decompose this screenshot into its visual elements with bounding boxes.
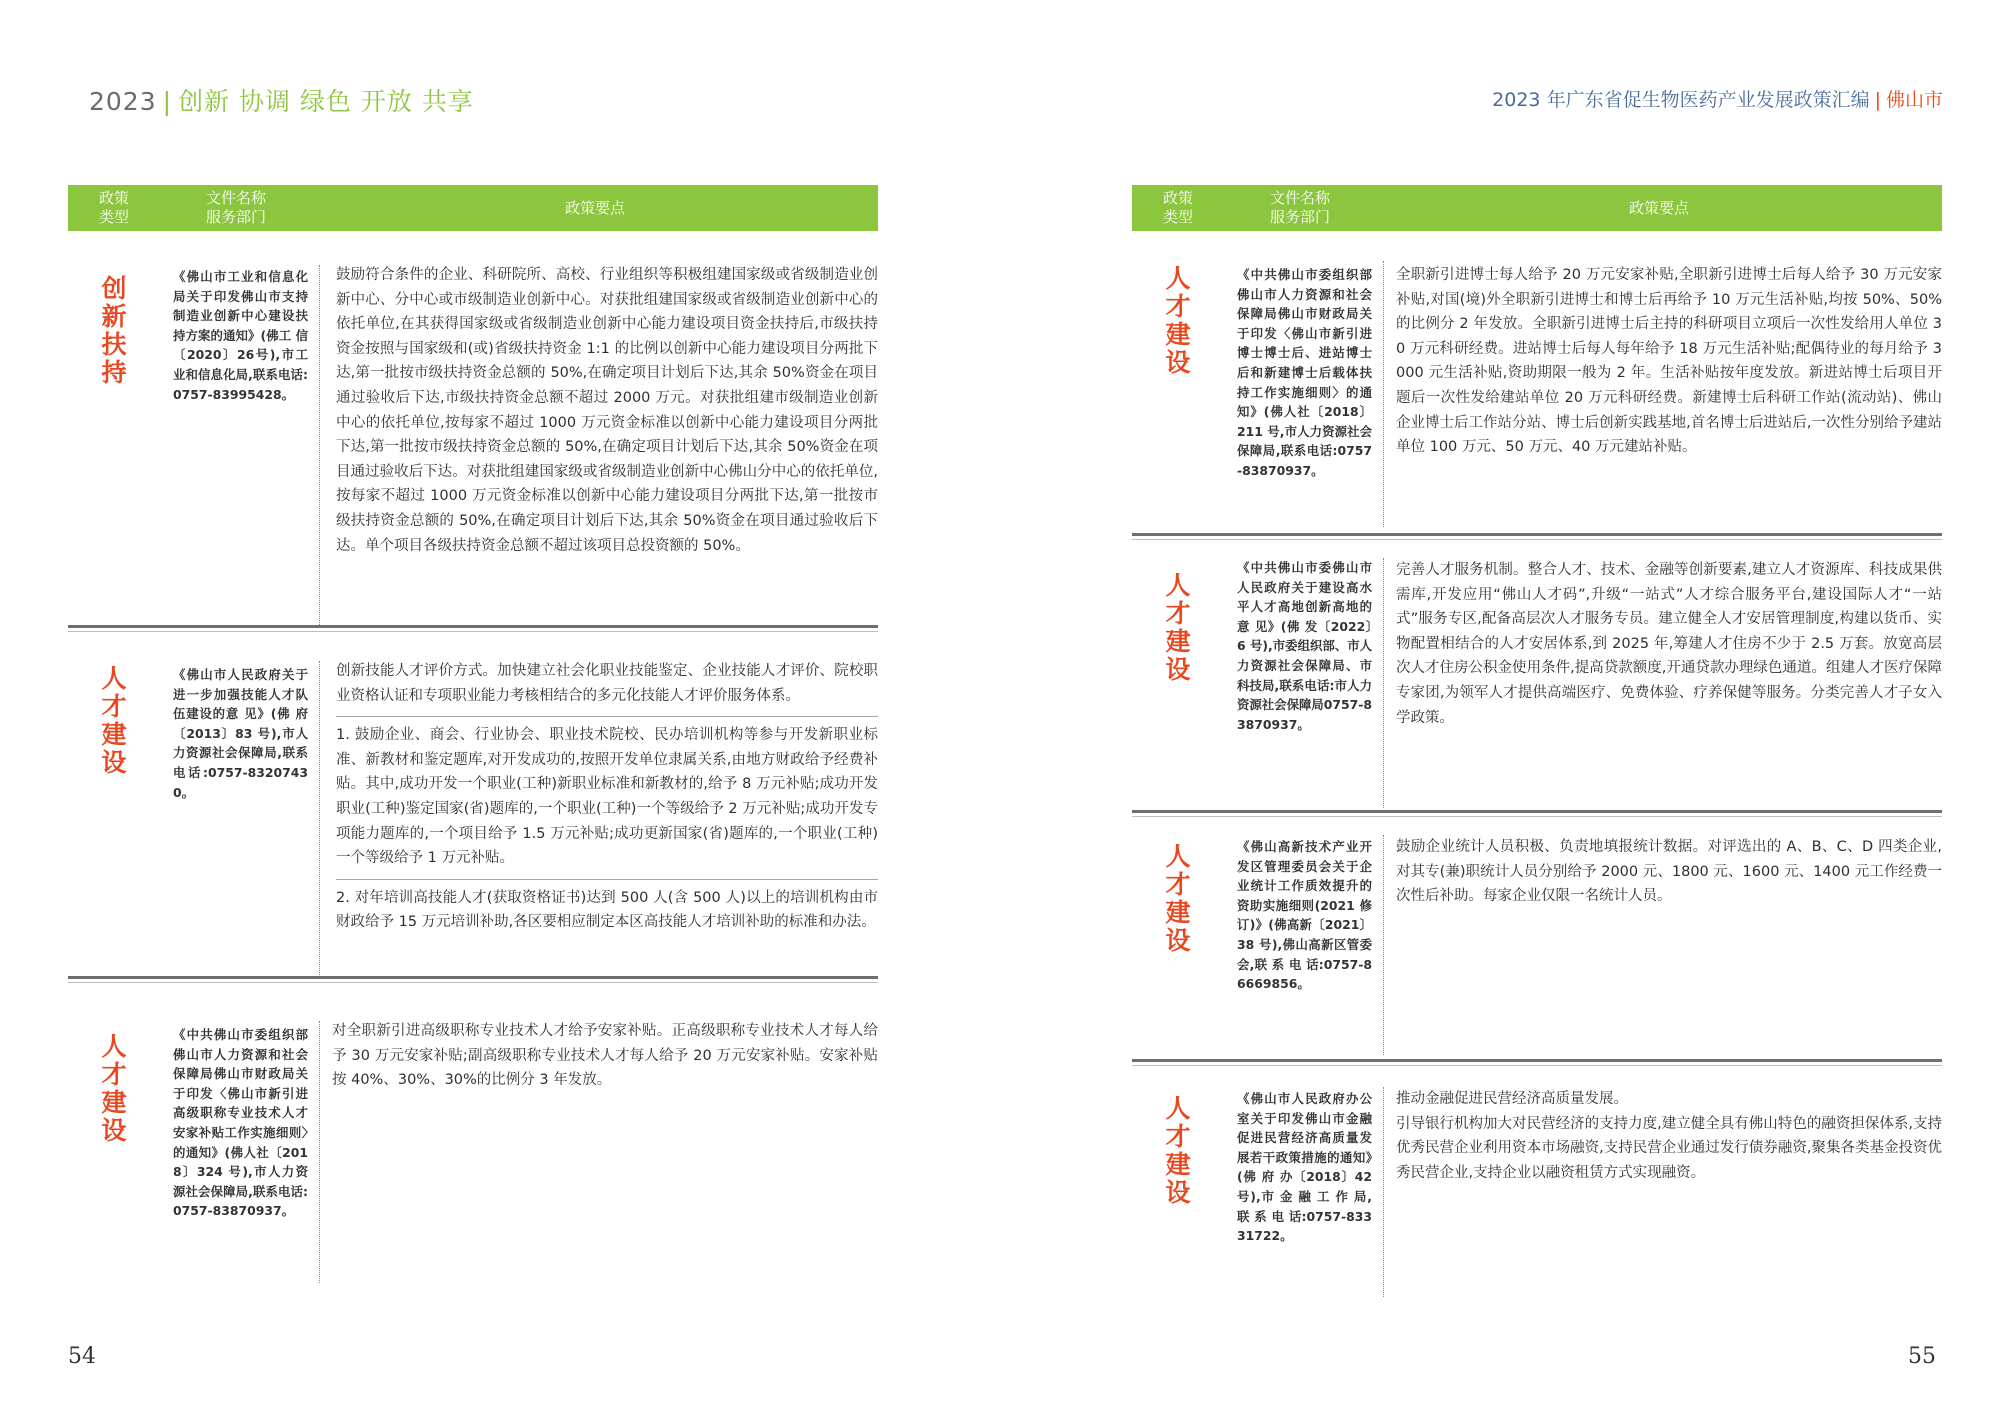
table-row <box>68 631 878 981</box>
document-name: 《佛山市人民政府办公室关于印发佛山市金融促进民营经济高质量发展若干政策措施的通知》(佛 府 办〔2018〕42 号),市 金 融 工 作 局,联 系 电 话:0757-83331722。 <box>1237 1091 1372 1244</box>
column-divider <box>1383 558 1384 808</box>
policy-type: 人 才 建 设 <box>101 1032 127 1145</box>
column-divider <box>319 1021 320 1283</box>
col-header-policy-type: 政策 类型 <box>1162 189 1193 226</box>
policy-type: 人 才 建 设 <box>1165 1094 1191 1207</box>
document-name: 《中共佛山市委组织部佛山市人力资源和社会保障局佛山市财政局关于印发〈佛山市新引进博士博士后、进站博士后和新建博士后载体扶持工作实施细则〉的通知》(佛人社〔2018〕211 号,市人力资源社会保障局,联系电话:0757-83870937。 <box>1237 267 1372 478</box>
col-header-document: 文件名称 服务部门 <box>1269 189 1330 226</box>
running-header-title <box>1492 85 1943 112</box>
policy-type: 人 才 建 设 <box>101 664 127 777</box>
column-divider <box>319 265 320 625</box>
sub-separator <box>336 879 878 880</box>
document-name: 《佛山市工业和信息化局关于印发佛山市支持制造业创新中心建设扶持方案的通知》(佛工 信〔2020〕26号),市工业和信息化局,联系电话:0757-83995428。 <box>173 269 308 402</box>
policy-points: 完善人才服务机制。整合人才、技术、金融等创新要素,建立人才资源库、科技成果供需库,开发应用“佛山人才码”,升级“一站式”人才综合服务平台,建设国际人才“一站式”服务专区,配备高层次人才服务专员。建立健全人才安居管理制度,构建以货币、实物配置相结合的人才安居体系,到 2025 年,筹建人才住房不少于 2.5 万套。放宽高层次人才住房公积金使用条件,提高贷款额度,开通贷款办理绿色通道。组建人才医疗保障专家团,为领军人才提供高端医疗、免费体验、疗养保健等服务。分类完善人才子女入学政策。 <box>1396 562 1942 726</box>
policy-points: 推动金融促进民营经济高质量发展。 引导银行机构加大对民营经济的支持力度,建立健全具有佛山特色的融资担保体系,支持优秀民营企业利用资本市场融资,支持民营企业通过发行债券融资,聚集各类基金投资优秀民营企业,支持企业以融资租赁方式实现融资。 <box>1396 1091 1942 1181</box>
sub-separator <box>336 716 878 717</box>
policy-points: 全职新引进博士每人给予 20 万元安家补贴,全职新引进博士后每人给予 30 万元安家补贴,对国(境)外全职新引进博士和博士后再给予 10 万元生活补贴,均按 50%、50%的比例分 2 年发放。全职新引进博士后主持的科研项目立项后一次性发给用人单位 30 万元科研经费。进站博士后每人每年给予 18 万元生活补贴;配偶待业的每月给予 3000 元生活补贴,资助期限一般为 2 年。生活补贴按年度发放。新进站博士后项目开题后一次性发给建站单位 20 万元科研经费。新建博士后科研工作站(流动站)、佛山企业博士后工作站分站、博士后创新实践基地,首名博士后进站后,一次性分别给予建站单位 100 万元、50 万元、40 万元建站补贴。 <box>1396 267 1942 456</box>
policy-points: 鼓励符合条件的企业、科研院所、高校、行业组织等积极组建国家级或省级制造业创新中心、分中心或市级制造业创新中心。对获批组建国家级或省级制造业创新中心的依托单位,在其获得国家级或省级制造业创新中心能力建设项目资金扶持后,市级扶持资金按照与国家级和(或)省级扶持资金 1:1 的比例以创新中心能力建设项目分两批下达,第一批按市级扶持资金总额的 50%,在确定项目计划后下达,其余 50%资金在项目通过验收后下达,市级扶持资金总额不超过 2000 万元。对获批组建市级制造业创新中心的依托单位,按每家不超过 1000 万元资金标准以创新中心能力建设项目分两批下达,第一批按市级扶持资金总额的 50%,在确定项目计划后下达,其余 50%资金在项目通过验收后下达。对获批组建国家级或省级制造业创新中心佛山分中心的依托单位,按每家不超过 1000 万元资金标准以创新中心能力建设项目分两批下达,第一批按市级扶持资金总额的 50%,在确定项目计划后下达,其余 50%资金在项目通过验收后下达。单个项目各级扶持资金总额不超过该项目总投资额的 50%。 <box>336 267 878 554</box>
policy-points: 鼓励企业统计人员积极、负责地填报统计数据。对评选出的 A、B、C、D 四类企业,对其专(兼)职统计人员分别给予 2000 元、1800 元、1600 元、1400 元工作经费一次性后补助。每家企业仅限一名统计人员。 <box>1396 839 1942 905</box>
document-name: 《中共佛山市委组织部佛山市人力资源和社会保障局佛山市财政局关于印发〈佛山市新引进高级职称专业技术人才安家补贴工作实施细则〉的通知》(佛人社〔2018〕324 号),市人力资源社会保障局,联系电话:0757-83870937。 <box>173 1027 308 1219</box>
policy-type: 人 才 建 设 <box>1165 842 1191 955</box>
table-row <box>68 231 878 631</box>
table-row <box>1132 231 1942 536</box>
header-slogan: 创新 协调 绿色 开放 共享 <box>178 87 474 116</box>
policy-type: 人 才 建 设 <box>1165 571 1191 684</box>
column-divider <box>1383 1087 1384 1297</box>
table-row <box>1132 536 1942 813</box>
header-collection-title: 2023 年广东省促生物医药产业发展政策汇编 <box>1492 89 1870 111</box>
column-divider <box>319 661 320 977</box>
col-header-policy-type: 政策 类型 <box>98 189 129 226</box>
table-row <box>1132 813 1942 1063</box>
header-divider: | <box>162 87 173 116</box>
header-divider: | <box>1874 89 1881 111</box>
document-name: 《佛山高新技术产业开发区管理委员会关于企业统计工作质效提升的资助实施细则(2021 修订)》(佛高新〔2021〕38 号),佛山高新区管委会,联 系 电 话:0757-86669856。 <box>1237 839 1372 992</box>
table-row <box>68 981 878 1301</box>
header-year: 2023 <box>89 87 157 116</box>
page-number: 55 <box>1908 1344 1936 1369</box>
col-header-key-points: 政策要点 <box>564 198 625 217</box>
table-header <box>68 185 878 231</box>
running-header-slogan <box>89 82 474 118</box>
col-header-key-points: 政策要点 <box>1628 198 1689 217</box>
header-city: 佛山市 <box>1885 89 1943 111</box>
right-page <box>1000 0 2000 1419</box>
col-header-document: 文件名称 服务部门 <box>205 189 266 226</box>
policy-points: 对全职新引进高级职称专业技术人才给予安家补贴。正高级职称专业技术人才每人给予 30 万元安家补贴;副高级职称专业技术人才每人给予 20 万元安家补贴。安家补贴按 40%、30%、30%的比例分 3 年发放。 <box>332 1023 878 1089</box>
page-number: 54 <box>68 1344 96 1369</box>
column-divider <box>1383 835 1384 1055</box>
document-name: 《佛山市人民政府关于进一步加强技能人才队伍建设的意 见》(佛 府〔2013〕83 号),市人力资源社会保障局,联系电话:0757-83207430。 <box>173 667 308 800</box>
policy-type: 创 新 扶 持 <box>101 274 127 387</box>
policy-points: 创新技能人才评价方式。加快建立社会化职业技能鉴定、企业技能人才评价、院校职业资格认证和专项职业能力考核相结合的多元化技能人才评价服务体系。 1. 鼓励企业、商会、行业协会、职业技术院校、民办培训机构等参与开发新职业标准、新教材和鉴定题库,对开发成功的,按照开发单位隶属关系,由地方财政给予经费补贴。其中,成功开发一个职业(工种)新职业标准和新教材的,给予 8 万元补贴;成功开发职业(工种)鉴定国家(省)题库的,一个职业(工种)一个等级给予 2 万元补贴;成功开发专项能力题库的,一个项目给予 1.5 万元补贴;成功更新国家(省)题库的,一个职业(工种)一个等级给予 1 万元补贴。 2. 对年培训高技能人才(获取资格证书)达到 500 人(含 500 人)以上的培训机构由市财政给予 15 万元培训补助,各区要相应制定本区高技能人才培训补助的标准和办法。 <box>336 663 878 931</box>
table-row <box>1132 1063 1942 1303</box>
policy-type: 人 才 建 设 <box>1165 264 1191 377</box>
table-header <box>1132 185 1942 231</box>
column-divider <box>1383 261 1384 527</box>
document-name: 《中共佛山市委佛山市人民政府关于建设高水平人才高地创新高地的意 见》(佛 发〔2022〕6 号),市委组织部、市人力资源社会保障局、市科技局,联系电话:市人力资源社会保障局0757-83870937。 <box>1237 560 1372 732</box>
